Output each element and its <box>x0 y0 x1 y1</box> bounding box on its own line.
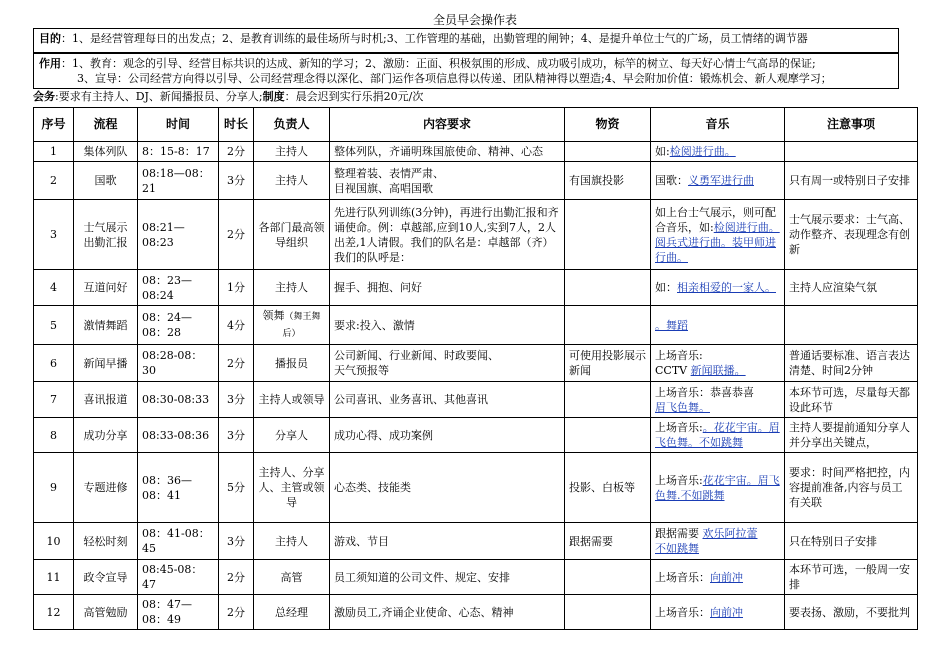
cell-duration: 2分 <box>219 142 254 162</box>
meeting-line <box>33 90 423 104</box>
table-row <box>34 560 918 595</box>
function-line2: 3、宣导：公司经营方向得以引导、公司经营理念得以深化、部门运作各项信息得以传递、团队精神得以塑造;4、早会附加价值：锻炼机会、新人观摩学习； <box>77 72 832 85</box>
rule-text: ：晨会迟到实行乐捐20元/次 <box>284 90 424 103</box>
table-row <box>34 200 918 270</box>
cell-duration: 2分 <box>219 200 254 270</box>
cell-owner: 主持人 <box>254 523 330 560</box>
header-time: 时间 <box>138 108 219 142</box>
header-content: 内容要求 <box>330 108 565 142</box>
music-link[interactable]: 欢乐阿拉蕾 不如跳舞 <box>655 527 758 555</box>
music-link[interactable]: 相亲相爱的一家人。 <box>677 281 776 294</box>
music-link[interactable]: 向前冲 <box>710 570 743 584</box>
cell-owner: 主持人、分享人、主管或领导 <box>254 453 330 523</box>
cell-content: 公司新闻、行业新闻、时政要闻、 天气预报等 <box>330 345 565 382</box>
cell-music: 上场音乐: CCTV 新闻联播。 <box>651 345 785 382</box>
cell-notes: 要表扬、激励，不要批判 <box>785 595 918 630</box>
cell-duration: 2分 <box>219 560 254 595</box>
cell-no: 7 <box>34 382 74 418</box>
cell-music: 如上台士气展示，则可配合音乐，如:检阅进行曲。阅兵式进行曲。装甲师进行曲。 <box>651 200 785 270</box>
cell-content: 整体列队，齐诵明珠国旅使命、精神、心态 <box>330 142 565 162</box>
cell-time: 08：24—08：28 <box>138 306 219 345</box>
purpose-text: ：1、是经营管理每日的出发点；2、是教育训练的最佳场所与时机;3、工作管理的基础，出勤管理的闸钟；4、是提升单位士气的广场，员工情绪的调节器 <box>61 32 808 45</box>
cell-time: 08：41-08：45 <box>138 523 219 560</box>
cell-music: 跟据需要 欢乐阿拉蕾 不如跳舞 <box>651 523 785 560</box>
cell-music: 上场音乐:花花宇宙。眉飞色舞.不如跳舞 <box>651 453 785 523</box>
cell-no: 11 <box>34 560 74 595</box>
cell-no: 8 <box>34 418 74 453</box>
cell-time: 8：15-8：17 <box>138 142 219 162</box>
cell-time: 08:28-08：30 <box>138 345 219 382</box>
cell-supplies: 投影、白板等 <box>565 453 651 523</box>
music-link[interactable]: 新闻联播。 <box>690 364 746 377</box>
cell-time: 08：23—08:24 <box>138 270 219 306</box>
cell-process: 新闻早播 <box>74 345 138 382</box>
cell-content: 成功心得、成功案例 <box>330 418 565 453</box>
music-link[interactable]: 检阅进行曲。 <box>669 145 736 158</box>
cell-content: 要求:投入、激情 <box>330 306 565 345</box>
cell-no: 6 <box>34 345 74 382</box>
header-duration: 时长 <box>219 108 254 142</box>
cell-time: 08:18—08：21 <box>138 162 219 200</box>
meeting-label: 会务 <box>33 90 55 103</box>
cell-owner: 分享人 <box>254 418 330 453</box>
cell-content: 心态类、技能类 <box>330 453 565 523</box>
table-row <box>34 382 918 418</box>
cell-content: 先进行队列训练(3分钟)，再进行出勤汇报和齐诵使命。例：卓越部,应到10人,实到7人，2人出差,1人请假。我们的队名是：卓越部（齐）我们的队呼是： <box>330 200 565 270</box>
cell-owner: 总经理 <box>254 595 330 630</box>
meeting-text: :要求有主持人、DJ、新闻播报员、分享人; <box>55 90 263 103</box>
music-link[interactable]: 花花宇宙。眉飞色舞.不如跳舞 <box>655 473 780 502</box>
table-row <box>34 142 918 162</box>
cell-owner: 主持人 <box>254 162 330 200</box>
cell-supplies <box>565 595 651 630</box>
cell-owner: 领舞（舞王舞后） <box>254 306 330 345</box>
table-row <box>34 595 918 630</box>
cell-content: 员工须知道的公司文件、规定、安排 <box>330 560 565 595</box>
table-row <box>34 523 918 560</box>
cell-supplies <box>565 382 651 418</box>
cell-duration: 3分 <box>219 523 254 560</box>
cell-supplies <box>565 306 651 345</box>
cell-process: 政令宣导 <box>74 560 138 595</box>
cell-no: 2 <box>34 162 74 200</box>
cell-notes <box>785 142 918 162</box>
cell-owner: 主持人或领导 <box>254 382 330 418</box>
cell-owner: 播报员 <box>254 345 330 382</box>
cell-process: 成功分享 <box>74 418 138 453</box>
cell-process: 高管勉励 <box>74 595 138 630</box>
cell-no: 9 <box>34 453 74 523</box>
cell-content: 公司喜讯、业务喜讯、其他喜讯 <box>330 382 565 418</box>
cell-notes: 只有周一或特别日子安排 <box>785 162 918 200</box>
table-row <box>34 270 918 306</box>
table-row <box>34 418 918 453</box>
header-supplies: 物资 <box>565 108 651 142</box>
music-link[interactable]: 向前冲 <box>710 605 743 619</box>
cell-notes: 本环节可选，尽量每天都设此环节 <box>785 382 918 418</box>
cell-content: 握手、拥抱、问好 <box>330 270 565 306</box>
cell-supplies <box>565 142 651 162</box>
cell-owner: 主持人 <box>254 142 330 162</box>
cell-no: 4 <box>34 270 74 306</box>
cell-notes: 主持人要提前通知分享人并分享出关键点， <box>785 418 918 453</box>
cell-no: 12 <box>34 595 74 630</box>
purpose-box <box>33 28 899 53</box>
cell-no: 3 <box>34 200 74 270</box>
music-link[interactable]: 。舞蹈 <box>655 318 688 332</box>
cell-no: 1 <box>34 142 74 162</box>
cell-duration: 5分 <box>219 453 254 523</box>
cell-music: 上场音乐：恭喜恭喜 眉飞色舞。 <box>651 382 785 418</box>
cell-supplies <box>565 560 651 595</box>
cell-duration: 2分 <box>219 345 254 382</box>
purpose-label: 目的 <box>39 32 61 45</box>
cell-duration: 3分 <box>219 418 254 453</box>
cell-duration: 3分 <box>219 382 254 418</box>
cell-music <box>651 306 785 345</box>
cell-content: 整理着装、表情严肃、 目视国旗、高唱国歌 <box>330 162 565 200</box>
cell-duration: 3分 <box>219 162 254 200</box>
cell-notes: 本环节可选，一般周一安排 <box>785 560 918 595</box>
cell-process: 士气展示 出勤汇报 <box>74 200 138 270</box>
cell-time: 08：36—08：41 <box>138 453 219 523</box>
cell-notes: 普通话要标准、语言表达清楚、时间2分钟 <box>785 345 918 382</box>
cell-supplies <box>565 200 651 270</box>
page-title: 全员早会操作表 <box>432 13 517 27</box>
music-link[interactable]: 。花花宇宙。眉飞色舞。不如跳舞 <box>655 421 780 449</box>
cell-supplies <box>565 270 651 306</box>
cell-notes: 要求：时间严格把控，内容提前准备,内容与员工有关联 <box>785 453 918 523</box>
cell-process: 专题进修 <box>74 453 138 523</box>
table-row <box>34 306 918 345</box>
cell-time: 08：47—08：49 <box>138 595 219 630</box>
cell-music: 国歌：义勇军进行曲 <box>651 162 785 200</box>
header-no: 序号 <box>34 108 74 142</box>
function-label: 作用 <box>39 57 61 70</box>
cell-music: 上场音乐:。花花宇宙。眉飞色舞。不如跳舞 <box>651 418 785 453</box>
cell-supplies: 跟据需要 <box>565 523 651 560</box>
cell-duration: 4分 <box>219 306 254 345</box>
cell-process: 轻松时刻 <box>74 523 138 560</box>
table-row <box>34 345 918 382</box>
cell-owner: 主持人 <box>254 270 330 306</box>
cell-owner: 高管 <box>254 560 330 595</box>
cell-time: 08:30-08:33 <box>138 382 219 418</box>
table-header-row <box>34 108 918 142</box>
rule-label: 制度 <box>262 90 285 103</box>
cell-supplies: 有国旗投影 <box>565 162 651 200</box>
function-line1: ：1、教育：观念的引导、经营目标共识的达成、新知的学习；2、激励：正面、积极氛围的形成、成功吸引成功，标竿的树立、每天好心情士气高昂的保证; <box>61 57 816 70</box>
cell-music: 如:检阅进行曲。 <box>651 142 785 162</box>
header-music: 音乐 <box>651 108 785 142</box>
header-process: 流程 <box>74 108 138 142</box>
cell-process: 集体列队 <box>74 142 138 162</box>
cell-music: 如：相亲相爱的一家人。 <box>651 270 785 306</box>
cell-time: 08:45-08：47 <box>138 560 219 595</box>
cell-supplies: 可使用投影展示新闻 <box>565 345 651 382</box>
cell-supplies <box>565 418 651 453</box>
table-body <box>34 142 918 630</box>
cell-owner-note: （舞王舞后） <box>282 312 321 339</box>
cell-content: 激励员工,齐诵企业使命、心态、精神 <box>330 595 565 630</box>
music-link[interactable]: 义勇军进行曲 <box>688 174 754 187</box>
header-owner: 负责人 <box>254 108 330 142</box>
cell-process: 激情舞蹈 <box>74 306 138 345</box>
operation-table <box>33 107 918 630</box>
cell-notes: 士气展示要求：士气高、动作整齐、表现理念有创新 <box>785 200 918 270</box>
cell-music: 上场音乐：向前冲 <box>651 595 785 630</box>
cell-duration: 2分 <box>219 595 254 630</box>
cell-music: 上场音乐：向前冲 <box>651 560 785 595</box>
cell-no: 10 <box>34 523 74 560</box>
cell-time: 08:21—08:23 <box>138 200 219 270</box>
cell-process: 国歌 <box>74 162 138 200</box>
header-notes: 注意事项 <box>785 108 918 142</box>
cell-duration: 1分 <box>219 270 254 306</box>
cell-owner: 各部门最高领导组织 <box>254 200 330 270</box>
music-link[interactable]: 眉飞色舞。 <box>655 400 710 414</box>
table-row <box>34 453 918 523</box>
cell-notes: 只在特别日子安排 <box>785 523 918 560</box>
function-box <box>33 53 899 89</box>
cell-no: 5 <box>34 306 74 345</box>
table-row <box>34 162 918 200</box>
cell-content: 游戏、节目 <box>330 523 565 560</box>
music-link[interactable]: 检阅进行曲。阅兵式进行曲。装甲师进行曲。 <box>655 220 780 264</box>
cell-time: 08:33-08:36 <box>138 418 219 453</box>
cell-process: 互道问好 <box>74 270 138 306</box>
cell-notes <box>785 306 918 345</box>
cell-process: 喜讯报道 <box>74 382 138 418</box>
cell-notes: 主持人应渲染气氛 <box>785 270 918 306</box>
